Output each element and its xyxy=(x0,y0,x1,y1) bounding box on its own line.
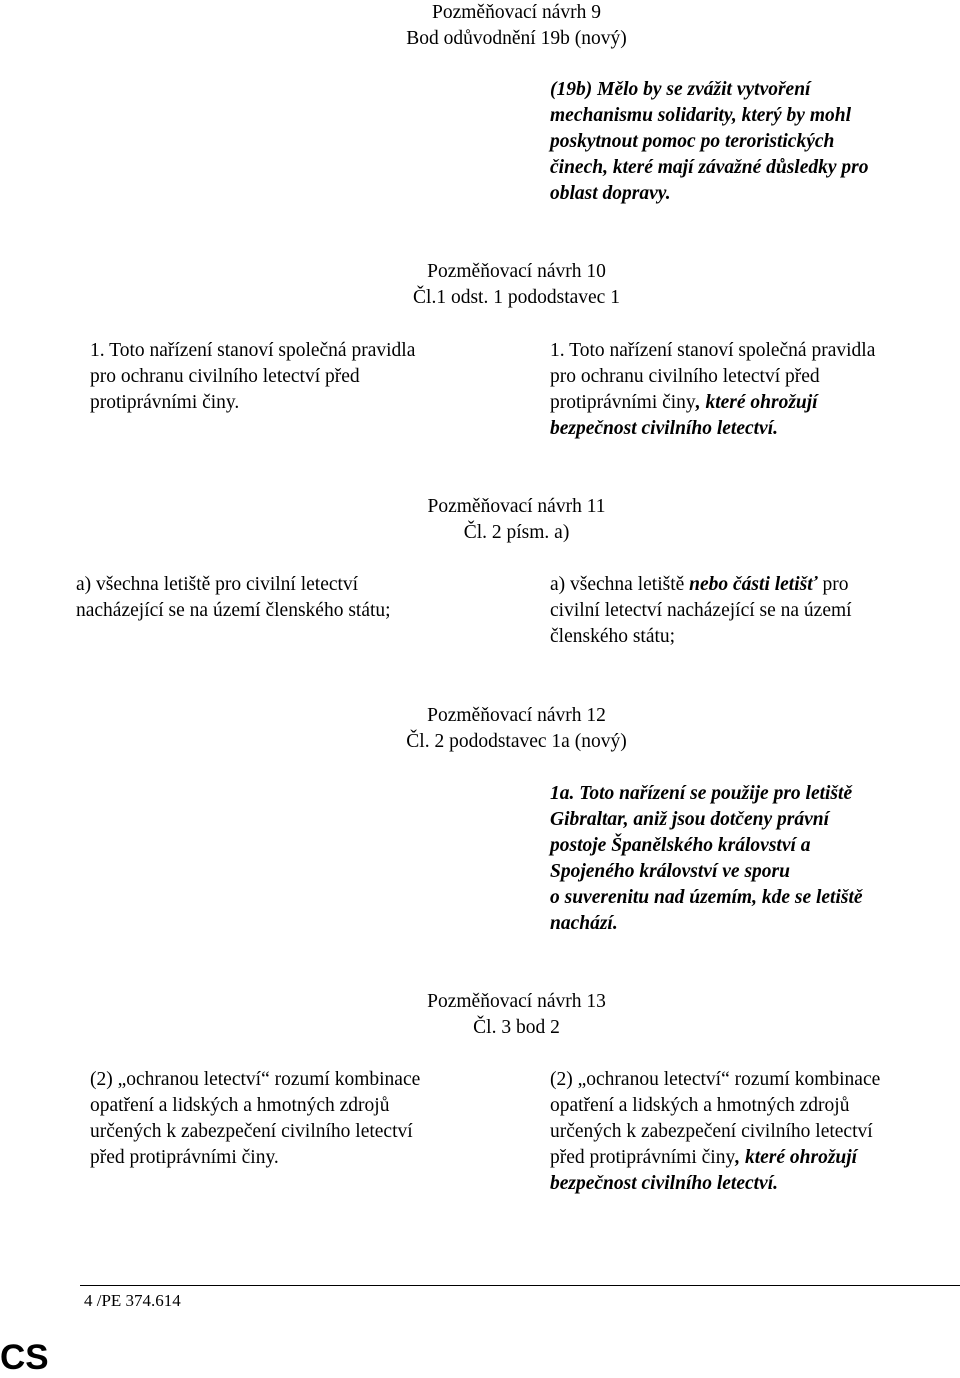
amendment-title: Pozměňovací návrh 13 xyxy=(427,991,606,1012)
text-change: bezpečnost civilního letectví. xyxy=(550,418,778,439)
amendment-title: Pozměňovací návrh 12 xyxy=(427,705,606,726)
amendment-title: Pozměňovací návrh 10 xyxy=(427,261,606,282)
amendment-10-original-text xyxy=(90,338,415,416)
text-line: Gibraltar, aniž jsou dotčeny právní xyxy=(550,809,829,830)
text-line: a) všechna letiště pro civilní letectví xyxy=(76,574,359,595)
text-line: mechanismu solidarity, který by mohl xyxy=(550,105,851,126)
text-line: o suverenitu nad územím, kde se letiště xyxy=(550,887,863,908)
amendment-13-proposed-text xyxy=(550,1067,880,1197)
text-line: opatření a lidských a hmotných zdrojů xyxy=(90,1095,390,1116)
text-line: (19b) Mělo by se zvážit vytvoření xyxy=(550,79,811,100)
amendment-reference: Bod odůvodnění 19b (nový) xyxy=(406,28,627,49)
text-line: opatření a lidských a hmotných zdrojů xyxy=(550,1095,850,1116)
text-line: určených k zabezpečení civilního letectví xyxy=(550,1121,873,1142)
text-line: (2) „ochranou letectví“ rozumí kombinace xyxy=(90,1069,421,1090)
text-plain: protiprávními činy xyxy=(550,392,696,413)
text-line: činech, které mají závažné důsledky pro xyxy=(550,157,869,178)
amendment-reference: Čl. 3 bod 2 xyxy=(473,1017,560,1038)
text-line: nacházející se na území členského státu; xyxy=(76,600,391,621)
text-line: poskytnout pomoc po teroristických xyxy=(550,131,835,152)
amendment-reference: Čl. 2 písm. a) xyxy=(463,522,570,543)
text-change: , které ohrožují xyxy=(695,392,818,413)
text-change: nebo části letišť xyxy=(689,574,818,595)
text-change: bezpečnost civilního letectví. xyxy=(550,1173,778,1194)
amendment-11-proposed-text xyxy=(550,572,852,650)
text-line: před protiprávními činy. xyxy=(90,1147,279,1168)
amendment-title: Pozměňovací návrh 11 xyxy=(427,496,606,517)
text-line: oblast dopravy. xyxy=(550,183,671,204)
text-line xyxy=(550,390,875,416)
text-line: protiprávními činy. xyxy=(90,392,240,413)
text-line: členského státu; xyxy=(550,626,676,647)
text-line: 1a. Toto nařízení se použije pro letiště xyxy=(550,783,853,804)
amendment-11-original-text xyxy=(76,572,391,624)
amendment-reference: Čl. 2 pododstavec 1a (nový) xyxy=(406,731,627,752)
amendment-10-heading xyxy=(0,259,960,311)
amendment-9-proposed-text xyxy=(550,77,868,207)
text-line: pro ochranu civilního letectví před xyxy=(550,366,820,387)
text-plain: a) všechna letiště xyxy=(550,574,690,595)
text-line: (2) „ochranou letectví“ rozumí kombinace xyxy=(550,1069,881,1090)
text-line: nachází. xyxy=(550,913,618,934)
amendment-13-heading xyxy=(0,989,960,1041)
text-line: 1. Toto nařízení stanoví společná pravidla xyxy=(550,340,876,361)
document-reference: 4 /PE 374.614 xyxy=(84,1291,181,1310)
amendment-12-proposed-text xyxy=(550,781,863,937)
amendment-reference: Čl.1 odst. 1 pododstavec 1 xyxy=(413,287,620,308)
text-line: pro ochranu civilního letectví před xyxy=(90,366,360,387)
text-line xyxy=(550,572,852,598)
language-code: CS xyxy=(0,1338,49,1377)
text-line: civilní letectví nacházející se na území xyxy=(550,600,852,621)
amendment-9-heading xyxy=(0,0,960,52)
amendment-13-original-text xyxy=(90,1067,420,1171)
amendment-title: Pozměňovací návrh 9 xyxy=(432,2,601,23)
text-line: 1. Toto nařízení stanoví společná pravidla xyxy=(90,340,416,361)
amendment-12-heading xyxy=(0,703,960,755)
text-plain: pro xyxy=(817,574,849,595)
amendment-10-proposed-text xyxy=(550,338,875,442)
text-change: , které ohrožují xyxy=(735,1147,858,1168)
text-line: určených k zabezpečení civilního letectví xyxy=(90,1121,413,1142)
text-plain: před protiprávními činy xyxy=(550,1147,736,1168)
footer-divider xyxy=(80,1285,960,1286)
text-line: postoje Španělského království a xyxy=(550,835,811,856)
text-line xyxy=(550,1145,880,1171)
amendment-11-heading xyxy=(0,494,960,546)
text-line: Spojeného království ve sporu xyxy=(550,861,790,882)
